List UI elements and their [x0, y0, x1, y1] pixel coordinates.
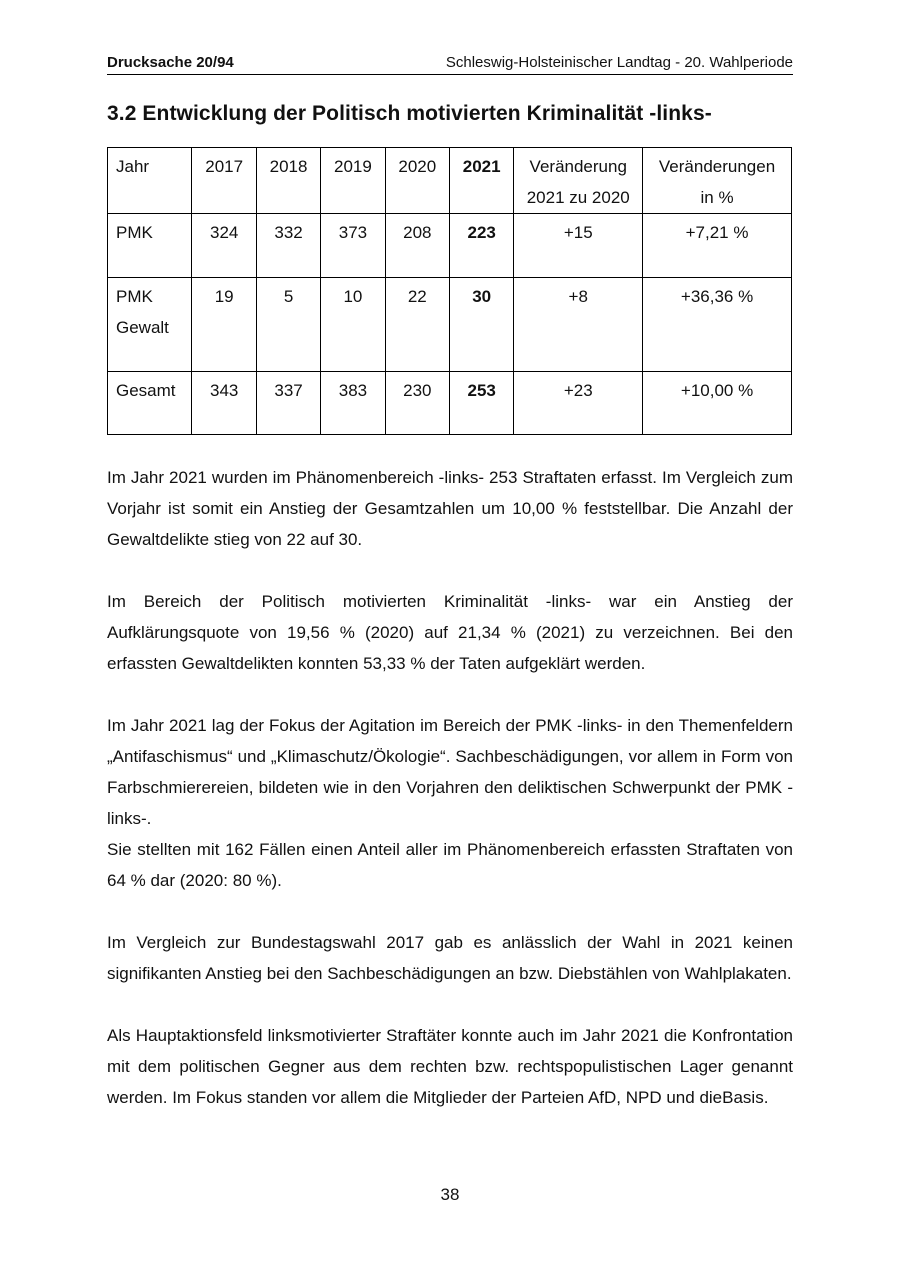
table-cell: 22: [385, 278, 449, 372]
header-cell: 2021: [449, 148, 513, 214]
paragraph: Im Jahr 2021 wurden im Phänomenbereich -links- 253 Straftaten erfasst. Im Vergleich zum Vorjahr ist somit ein Anstieg der Gesamtzahlen um 10,00 % feststellbar. Die Anzahl der Gewaltdelikte stieg von 22 auf 30.: [107, 468, 793, 549]
table-cell: 208: [385, 214, 449, 278]
row-label-line: PMK: [116, 287, 153, 306]
header-cell-change: [514, 148, 643, 214]
table-cell: 223: [449, 214, 513, 278]
header-cell: 2020: [385, 148, 449, 214]
table-cell: +15: [514, 214, 643, 278]
body-text: [107, 462, 793, 1113]
header-cell-change-pct: [643, 148, 792, 214]
table-row: [108, 278, 792, 372]
header-line: Veränderung: [529, 157, 627, 176]
table-row: [108, 372, 792, 435]
header-cell: 2019: [321, 148, 385, 214]
row-label: PMK: [108, 214, 192, 278]
row-label: Gesamt: [108, 372, 192, 435]
table-cell: 332: [256, 214, 320, 278]
table-cell: 337: [256, 372, 320, 435]
table-cell: +7,21 %: [643, 214, 792, 278]
page-number: 38: [440, 1185, 460, 1204]
table-cell: +36,36 %: [643, 278, 792, 372]
row-label: [108, 278, 192, 372]
paragraph: Im Vergleich zur Bundestagswahl 2017 gab es anlässlich der Wahl in 2021 keinen signifikanten Anstieg bei den Sachbeschädigungen an bzw. Diebstählen von Wahlplakaten.: [107, 933, 793, 983]
parliament-period: Schleswig-Holsteinischer Landtag - 20. Wahlperiode: [445, 54, 793, 71]
table-row: [108, 214, 792, 278]
header-cell: Jahr: [108, 148, 192, 214]
table-cell: 373: [321, 214, 385, 278]
table-cell: 230: [385, 372, 449, 435]
table-cell: 343: [192, 372, 256, 435]
table-cell: 383: [321, 372, 385, 435]
table-cell: +23: [514, 372, 643, 435]
statistics-table: [107, 147, 792, 435]
table-cell: 253: [449, 372, 513, 435]
table-cell: 30: [449, 278, 513, 372]
section-title: 3.2 Entwicklung der Politisch motivierten Kriminalität -links-: [107, 102, 712, 125]
table-cell: +8: [514, 278, 643, 372]
table-cell: 324: [192, 214, 256, 278]
header-line: Veränderungen: [658, 157, 776, 176]
row-label-line: Gewalt: [116, 318, 169, 337]
table-cell: 5: [256, 278, 320, 372]
paragraph: Im Jahr 2021 lag der Fokus der Agitation im Bereich der PMK -links- in den Themenfeldern „Antifaschismus“ und „Klimaschutz/Ökologie“. Sachbeschädigungen, vor allem in Form von Farbschmierereien, bildeten wie in den Vorjahren den deliktischen Schwerpunkt der PMK -links-.: [107, 716, 793, 828]
header-cell: 2017: [192, 148, 256, 214]
document-number: Drucksache 20/94: [107, 54, 234, 71]
header-cell: 2018: [256, 148, 320, 214]
page-header: [107, 53, 793, 75]
table-cell: 10: [321, 278, 385, 372]
paragraph: Sie stellten mit 162 Fällen einen Anteil aller im Phänomenbereich erfassten Straftaten von 64 % dar (2020: 80 %).: [107, 840, 793, 890]
paragraph: Als Hauptaktionsfeld linksmotivierter Straftäter konnte auch im Jahr 2021 die Konfrontation mit dem politischen Gegner aus dem rechten bzw. rechtspopulistischen Lager genannt werden. Im Fokus standen vor allem die Mitglieder der Parteien AfD, NPD und dieBasis.: [107, 1026, 793, 1107]
paragraph: Im Bereich der Politisch motivierten Kriminalität -links- war ein Anstieg der Aufklärungsquote von 19,56 % (2020) auf 21,34 % (2021) zu verzeichnen. Bei den erfassten Gewaltdelikten konnten 53,33 % der Taten aufgeklärt werden.: [107, 592, 793, 673]
table-cell: +10,00 %: [643, 372, 792, 435]
table-header-row: [108, 148, 792, 214]
header-line: 2021 zu 2020: [526, 188, 630, 207]
table-cell: 19: [192, 278, 256, 372]
header-line: in %: [700, 188, 734, 207]
